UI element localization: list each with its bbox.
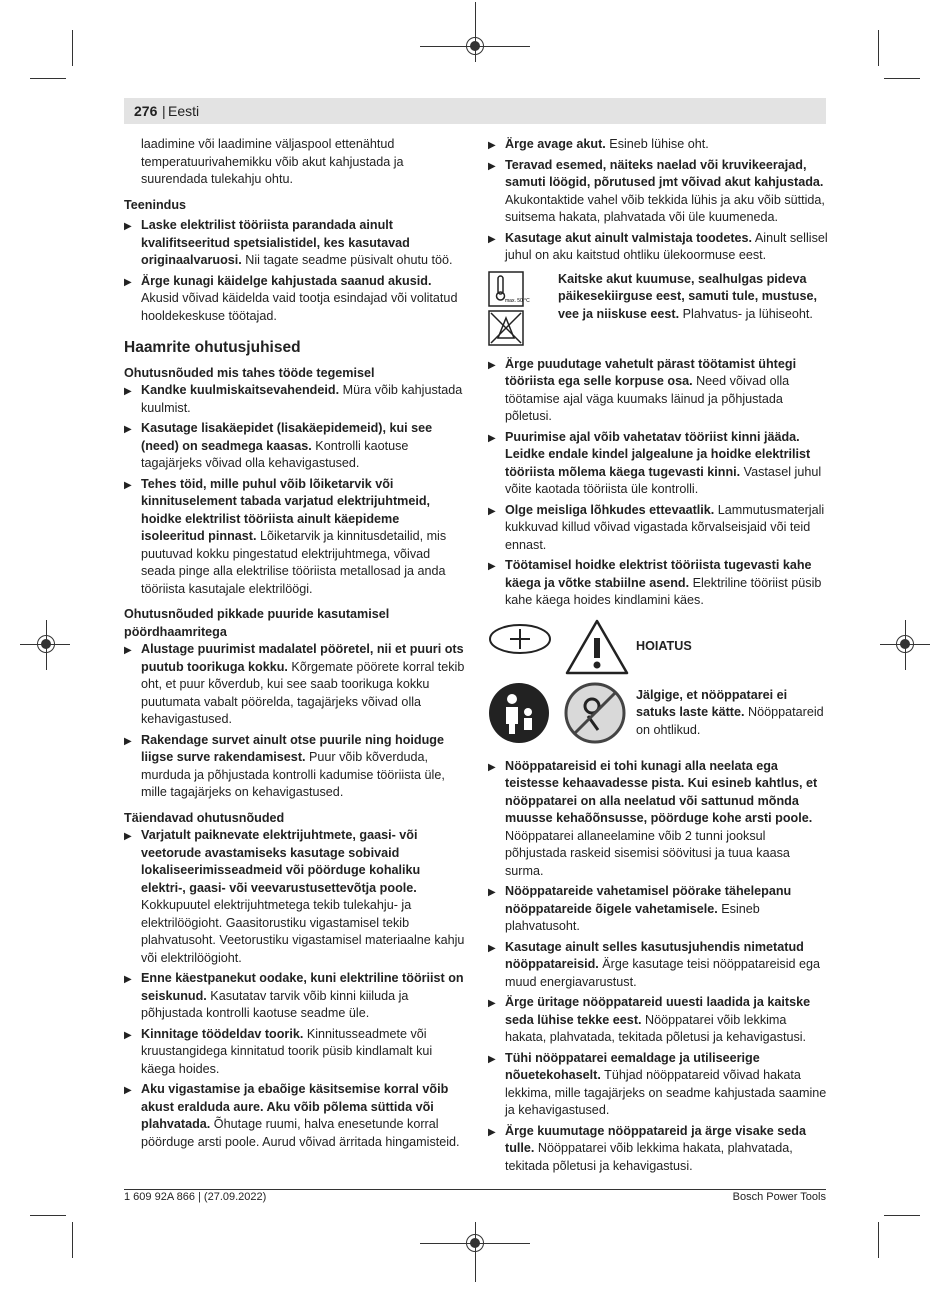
arrow-icon: ▶	[124, 645, 132, 656]
page-number: 276	[134, 103, 158, 119]
crop-mark	[72, 30, 73, 66]
right-column	[488, 136, 828, 1175]
list-item: ▶ Kandke kuulmiskaitsevahendeid. Müra võib kahjustada kuulmist.	[124, 383, 463, 415]
arrow-icon: ▶	[124, 735, 132, 747]
arrow-icon: ▶	[488, 160, 496, 172]
crop-mark	[884, 78, 920, 79]
page-header	[124, 98, 826, 124]
crop-mark	[72, 1222, 73, 1258]
no-swallow-battery-icon	[564, 682, 626, 744]
list-item: ▶ Alustage puurimist madalatel pööretel, nii et puuri ots puutub toorikuga kokku. Kõrgemate pöörete korral tekib oht, et puur kõverdub, kui see saab toorikuga kokku puutumata vabalt pöörelda, tagajärjeks võivad olla kehavigastused.	[124, 642, 465, 726]
arrow-icon: ▶	[488, 998, 496, 1009]
list-item: ▶ Ärge puudutage vahetult pärast töötamist ühtegi tööriista ega selle korpuse osa. Need võivad olla töötamise ajal väga kuumaks läinud ja põhjustada põletusi.	[488, 356, 797, 423]
svg-text:max. 50 °C: max. 50 °C	[505, 297, 530, 304]
arrow-icon: ▶	[124, 386, 132, 397]
arrow-icon: ▶	[488, 233, 496, 245]
list-item: ▶ Kasutage ainult selles kasutusjuhendis nimetatud nööppatareisid. Ärge kasutage teisi nööppatareisid ega muud energiavarustust.	[488, 939, 821, 989]
footer-rule	[124, 1189, 826, 1190]
crop-mark	[878, 30, 879, 66]
registration-mark-line	[475, 1222, 476, 1282]
crop-mark	[30, 78, 66, 79]
arrow-icon: ▶	[488, 432, 496, 444]
crop-mark	[878, 1222, 879, 1258]
warning-text: Jälgige, et nööppatarei ei satuks laste kätte. Nööppatareid on ohtlikud.	[636, 687, 824, 737]
list-item: ▶ Kinnitage töödeldav toorik. Kinnitusseadmete või kruustangidega kinnitatud toorik püsib kindlamalt kui käega hoides.	[124, 1026, 433, 1076]
list-item: ▶ Olge meisliga lõhkudes ettevaatlik. Lammutusmaterjali kukkuvad killud võivad vigastada kõrvalseisjaid või teid ennast.	[488, 502, 825, 552]
arrow-icon: ▶	[488, 1126, 496, 1138]
arrow-icon: ▶	[488, 561, 496, 572]
no-water-fire-icon	[488, 310, 524, 346]
list-item: ▶ Puurimise ajal võib vahetatav tööriist kinni jääda. Leidke endale kindel jalgealune ja hoidke elektrilist tööriista mõlema käega tugevasti kinni. Vastasel juhul võite kaotada tööriista üle kontrolli.	[488, 429, 822, 496]
subsection-heading: Täiendavad ohutusnõuded	[124, 810, 285, 825]
list-item: ▶ Nööppatareisid ei tohi kunagi alla neelata ega teistesse kehaavadesse pista. Kui esineb kahtlus, et nööppatarei on alla neelatud või sattunud mõnda muusse kehaõõnsusse, pöörduge kohe arsti poole. Nööppatarei allaneelamine võib 2 tunni jooksul põhjustada raskeid sisemisi söövitusi ja tuua kaasa surma.	[488, 758, 818, 878]
registration-mark-icon	[466, 1234, 484, 1252]
arrow-icon: ▶	[488, 887, 496, 898]
list-item: ▶ Varjatult paiknevate elektrijuhtmete, gaasi- või veetorude avastamiseks kasutage sobivaid lokaliseerimisseadmeid või pöörduge kohaliku elektri-, gaasi- või veevarustusettevõtja poole. Kokkupuutel elektrijuhtmetega tekib tulekahju- ja elektrilöögioht. Gaasitorustiku vigastamisel tekib plahvatusoht. Veetorustiku vigastamisel materiaalne kahju või elektrilöögioht.	[124, 828, 465, 965]
footer-brand: Bosch Power Tools	[732, 1191, 826, 1203]
warning-triangle-icon	[564, 618, 630, 676]
list-item: ▶ Ärge kuumutage nööppatareid ja ärge visake seda tulle. Nööppatarei võib lekkima hakata, plahvatada, tekitada põletusi ja kehavigastusi.	[488, 1123, 806, 1173]
header-divider: |	[162, 103, 166, 119]
list-item: ▶ Tühi nööppatarei eemaldage ja utiliseerige nõuetekohaselt. Tühjad nööppatareid võivad hakata lekkima, mille tagajärjeks on seadme kahjustada saamine ja kehavigastused.	[488, 1050, 827, 1117]
header-language: Eesti	[168, 103, 200, 119]
subsection-heading: Ohutusnõuded pikkade puuride kasutamisel pöördhaamritega	[124, 607, 390, 639]
arrow-icon: ▶	[488, 140, 496, 151]
crop-mark	[30, 1215, 66, 1216]
list-item: ▶ Aku vigastamise ja ebaõige käsitsemise korral võib akust eralduda aure. Aku võib põlema süttida või plahvatada. Õhutage ruumi, halva enesetunde korral pöörduge arsti poole. Aurud võivad ärritada hingamisteid.	[124, 1082, 460, 1149]
button-cell-battery-icon	[488, 622, 552, 656]
list-item: ▶ Kasutage akut ainult valmistaja toodetes. Ainult sellisel juhul on aku kaitstud ohtliku ülekoormuse eest.	[488, 230, 828, 262]
service-heading: Teenindus	[124, 197, 187, 212]
arrow-icon: ▶	[124, 221, 132, 232]
arrow-icon: ▶	[124, 1029, 132, 1041]
list-item: ▶ Töötamisel hoidke elektrist tööriista tugevasti kahe käega ja võtke stabiilne asend. Elektriline tööriist püsib kahe käega hoides kindlamini käes.	[488, 558, 822, 607]
intro-text: laadimine või laadimine väljaspool ettenähtud temperatuurivahemikku võib akut kahjustada ja suurendada tulekahju ohtu.	[141, 137, 404, 186]
arrow-icon: ▶	[488, 505, 496, 517]
registration-mark-icon	[896, 635, 914, 653]
registration-mark-icon	[466, 37, 484, 55]
list-item: ▶ Ärge üritage nööppatareid uuesti laadida ja kaitske seda lühise tekke eest. Nööppatarei võib lekkima hakata, plahvatada, tekitada põletusi ja kehavigastusi.	[488, 995, 811, 1044]
arrow-icon: ▶	[124, 831, 132, 842]
arrow-icon: ▶	[124, 479, 132, 491]
list-item: ▶ Rakendage survet ainult otse puurile ning hoiduge liigse surve rakendamisest. Puur võib kõverduda, murduda ja põhjustada kontrolli kadumise tööriista üle, mille tagajärjeks on kehavigastused.	[124, 732, 445, 799]
arrow-icon: ▶	[488, 359, 496, 371]
thermometer-icon	[488, 271, 530, 307]
list-item: ▶ Tehes töid, mille puhul võib lõiketarvik või kinnituselement tabada varjatud elektrijuhtmeid, hoidke elektrilist tööriista ainult käepideme isoleeritud pinnast. Lõiketarvik ja kinnitusdetailid, mis puutuvad kokku pingestatud elektrijuhtmega, võivad seada pinge alla elektrilise tööriista metallosad ja anda tööriista kasutajale elektrilöögi.	[124, 476, 447, 596]
crop-mark	[884, 1215, 920, 1216]
registration-mark-icon	[37, 635, 55, 653]
list-item: ▶ Ärge avage akut. Esineb lühise oht.	[488, 136, 828, 154]
list-item: ▶ Teravad esemed, näiteks naelad või kruvikeerajad, samuti löögid, põrutused jmt võivad akut kahjustada. Akukontaktide vahel võib tekkida lühis ja aku võib süttida, suitsema hakata, plahvatada või üle kuumeneda.	[488, 157, 825, 224]
arrow-icon: ▶	[488, 942, 496, 954]
list-item: ▶ Ärge kunagi käidelge kahjustada saanud akusid. Akusid võivad käidelda vaid tootja esindajad või volitatud hooldekeskuse töötajad.	[124, 273, 458, 323]
arrow-icon: ▶	[124, 1085, 132, 1096]
heat-warning-icons	[488, 271, 558, 346]
heat-warning	[488, 271, 828, 346]
arrow-icon: ▶	[124, 424, 132, 435]
warning-title: HOIATUS	[636, 638, 692, 653]
arrow-icon: ▶	[124, 276, 132, 288]
button-cell-warning	[488, 618, 828, 746]
keep-away-from-children-icon	[488, 682, 550, 744]
arrow-icon: ▶	[488, 1053, 496, 1065]
arrow-icon: ▶	[124, 974, 132, 985]
arrow-icon: ▶	[488, 761, 496, 773]
list-item: ▶ Kasutage lisakäepidet (lisakäepidemeid), kui see (need) on seadmega kaasas. Kontrolli kaotuse tagajärjeks võivad olla kehavigastused.	[124, 421, 433, 470]
footer-doc-number: 1 609 92A 866 | (27.09.2022)	[124, 1191, 267, 1203]
left-column	[124, 136, 466, 1151]
heat-warning-text: Kaitske akut kuumuse, sealhulgas pideva päikesekiirguse eest, samuti tule, mustuse, vee ja niiskuse eest. Plahvatus- ja lühiseoht.	[558, 271, 817, 321]
list-item: ▶ Enne käestpanekut oodake, kuni elektriline tööriist on seiskunud. Kasutatav tarvik võib kinni kiiluda ja põhjustada kontrolli kaotuse seadme üle.	[124, 971, 464, 1020]
list-item: ▶ Nööppatareide vahetamisel pöörake tähelepanu nööppatareide õigele vahetamisele. Esineb plahvatusoht.	[488, 884, 792, 933]
list-item: ▶ Laske elektrilist tööriista parandada ainult kvalifitseeritud spetsialistidel, kes kasutavad originaalvaruosi. Nii tagate seadme püsivalt ohutu töö.	[124, 218, 453, 267]
section-heading: Haamrite ohutusjuhised	[124, 339, 301, 356]
subsection-heading: Ohutusnõuded mis tahes tööde tegemisel	[124, 365, 375, 380]
